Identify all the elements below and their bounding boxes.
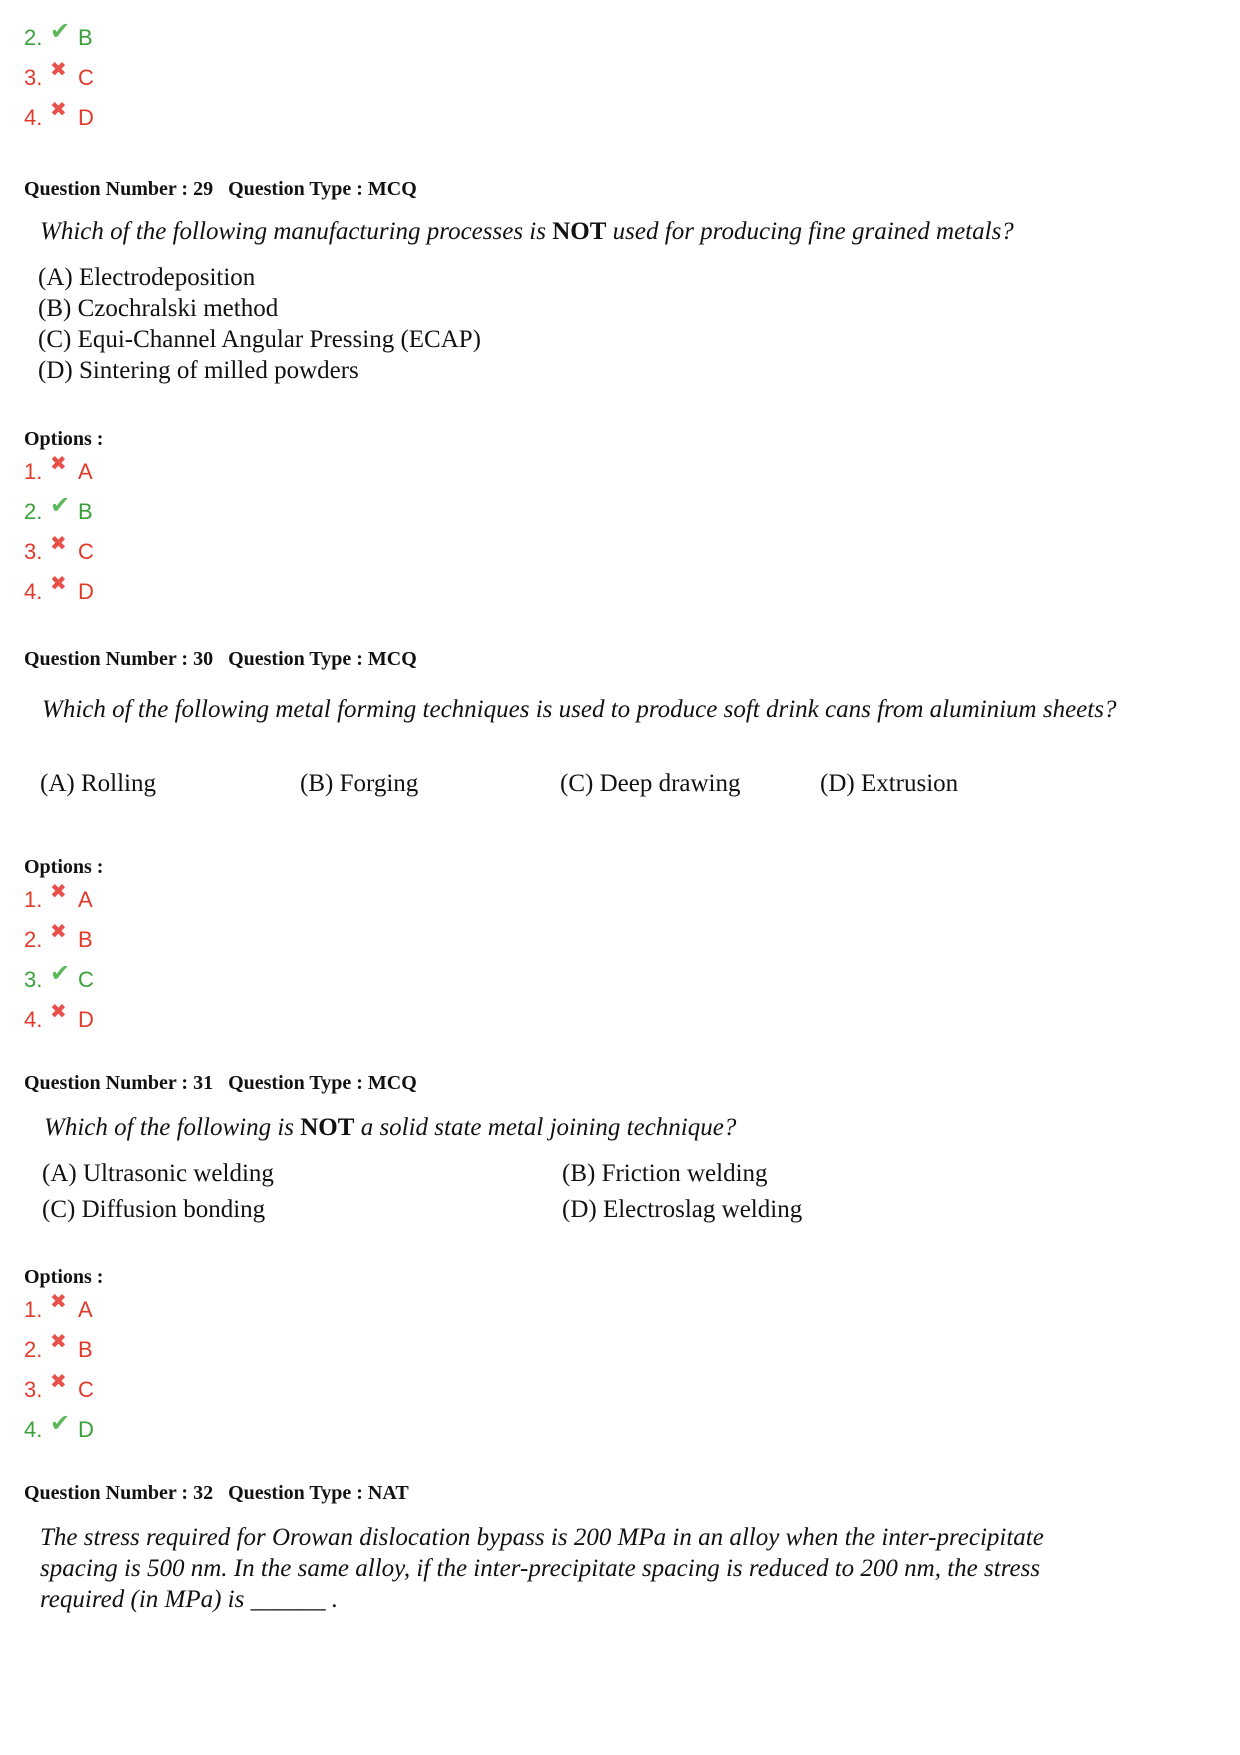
option-row: 3. ✖ C [24,532,94,572]
cross-icon: ✖ [50,533,67,555]
question-header-30: Question Number : 30 Question Type : MCQ [24,648,417,670]
cross-icon: ✖ [50,59,67,81]
option-row: 4. ✔ D [24,1410,94,1450]
options-title-29: Options : [24,428,104,450]
option-row: 4. ✖ D [24,1000,94,1040]
option-row: 2. ✔ B [24,18,94,58]
check-icon: ✔ [50,492,71,519]
choice-a: (A) Ultrasonic welding [42,1160,274,1187]
choice-c: (C) Diffusion bonding [42,1196,266,1223]
question-header-29: Question Number : 29 Question Type : MCQ [24,178,417,200]
options-list-q31 [24,1290,94,1450]
choices-31 [42,1156,1082,1228]
cross-icon: ✖ [50,1331,67,1353]
choice-d: (D) Electroslag welding [562,1196,803,1223]
cross-icon: ✖ [50,1001,67,1023]
option-row: 2. ✖ B [24,1330,94,1370]
check-icon: ✔ [50,960,71,987]
choices-30 [40,770,1080,798]
options-list-q30 [24,880,94,1040]
option-row: 1. ✖ A [24,452,94,492]
cross-icon: ✖ [50,1371,67,1393]
question-text-32: The stress required for Orowan dislocation bypass is 200 MPa in an alloy when the inter-precipitate spacing is 500 nm. In the same alloy, if the inter-precipitate spacing is reduced to 200 nm, the stress required (in MPa) is ______ . [40,1524,1044,1613]
cross-icon: ✖ [50,1291,67,1313]
choice-d: (D) Extrusion [820,770,959,797]
option-row: 1. ✖ A [24,1290,94,1330]
cross-icon: ✖ [50,881,67,903]
option-row: 2. ✔ B [24,492,94,532]
option-row: 4. ✖ D [24,98,94,138]
choice-b: (B) Friction welding [562,1160,768,1187]
option-row: 4. ✖ D [24,572,94,612]
choice-a: (A) Rolling [40,770,156,797]
option-row: 3. ✔ C [24,960,94,1000]
options-title-30: Options : [24,856,104,878]
choice-c: (C) Equi-Channel Angular Pressing (ECAP) [38,326,482,353]
cross-icon: ✖ [50,453,67,475]
option-row: 3. ✖ C [24,1370,94,1410]
options-list-q29 [24,452,94,612]
option-row: 1. ✖ A [24,880,94,920]
check-icon: ✔ [50,1410,71,1437]
options-list-q28 [24,18,94,138]
option-row: 3. ✖ C [24,58,94,98]
choice-b: (B) Czochralski method [38,295,279,322]
question-text-31: Which of the following is NOT a solid state metal joining technique? [44,1114,737,1141]
choice-d: (D) Sintering of milled powders [38,357,359,384]
choice-b: (B) Forging [300,770,419,797]
check-icon: ✔ [50,18,71,45]
question-header-31: Question Number : 31 Question Type : MCQ [24,1072,417,1094]
question-text-30: Which of the following metal forming techniques is used to produce soft drink cans from aluminium sheets? [42,696,1117,723]
choice-c: (C) Deep drawing [560,770,741,797]
options-title-31: Options : [24,1266,104,1288]
cross-icon: ✖ [50,99,67,121]
question-text-29: Which of the following manufacturing processes is NOT used for producing fine grained metals? [40,218,1014,245]
question-header-32: Question Number : 32 Question Type : NAT [24,1482,409,1504]
cross-icon: ✖ [50,921,67,943]
choices-29 [38,262,481,386]
choice-a: (A) Electrodeposition [38,264,256,291]
cross-icon: ✖ [50,573,67,595]
option-row: 2. ✖ B [24,920,94,960]
